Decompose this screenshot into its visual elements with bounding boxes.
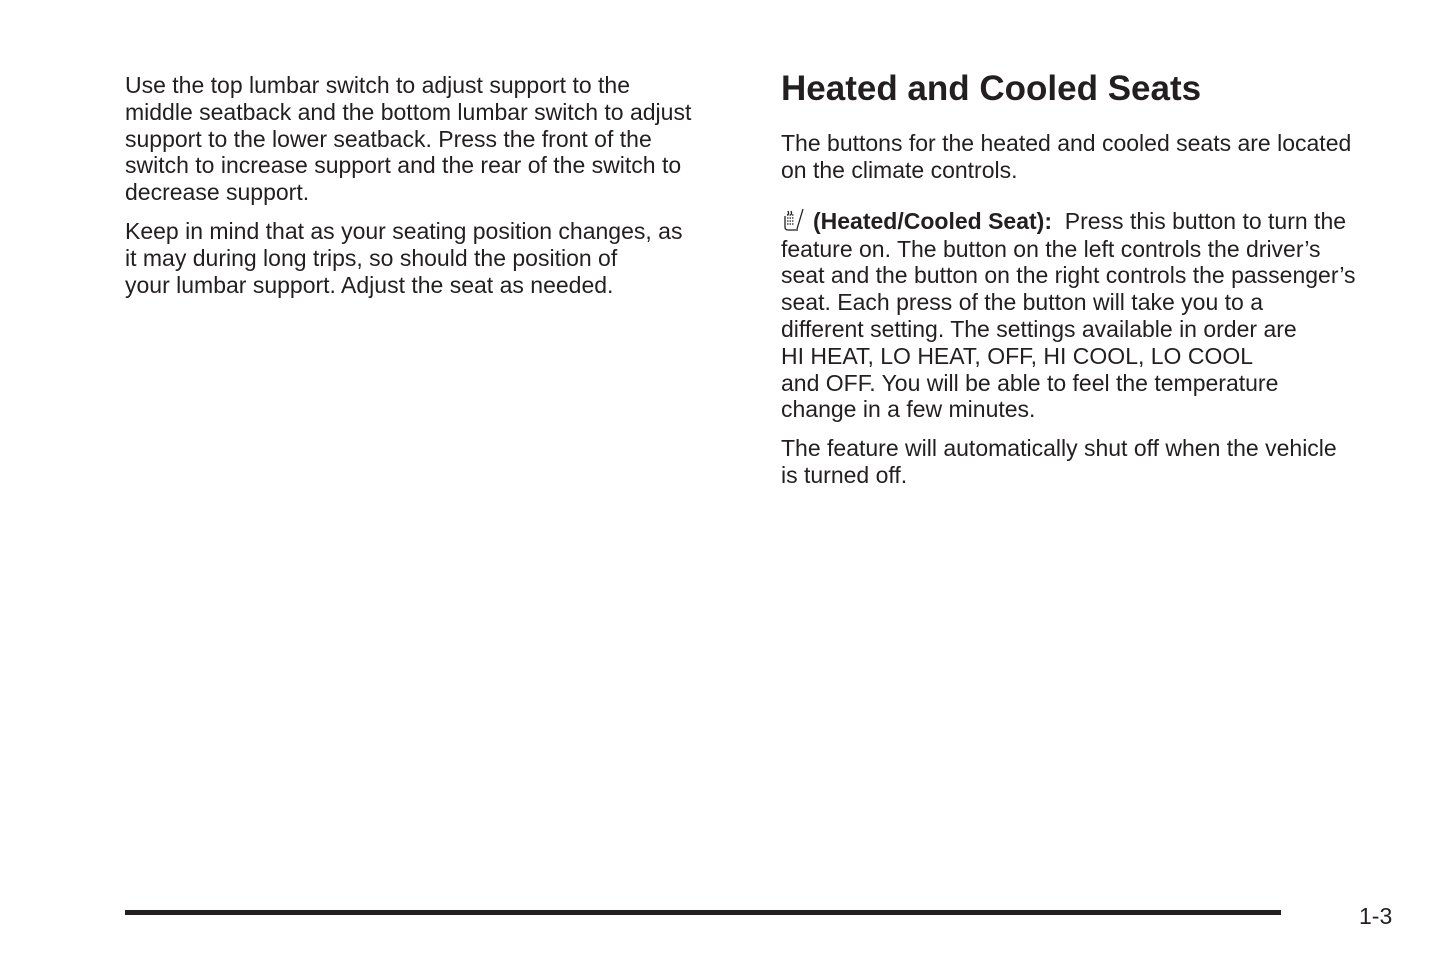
text-line: change in a few minutes. [781, 396, 1036, 423]
text-line: Press this button to turn the [1064, 207, 1347, 234]
text-line: seat and the button on the right controls the passenger’s [781, 262, 1356, 289]
text-line: it may during long trips, so should the position of [125, 244, 618, 271]
text-line: The buttons for the heated and cooled seats are located [781, 130, 1352, 156]
text-line: support to the lower seatback. Press the front of the [125, 125, 652, 152]
section-heading: Heated and Cooled Seats [781, 69, 1202, 108]
auto-shutoff-paragraph [781, 435, 1356, 489]
text-line: your lumbar support. Adjust the seat as needed. [125, 271, 614, 298]
intro-paragraph [781, 130, 1356, 184]
text-line: Use the top lumbar switch to adjust support to the [125, 72, 630, 98]
left-column [125, 72, 691, 310]
page-number: 1-3 [1359, 903, 1393, 929]
first-line [781, 206, 1356, 236]
lumbar-paragraph [125, 72, 691, 206]
heated-cooled-seat-paragraph [781, 206, 1356, 424]
text-line: HI HEAT, LO HEAT, OFF, HI COOL, LO COOL [781, 342, 1254, 369]
footer-rule [125, 910, 1281, 915]
heated-cooled-seat-icon [781, 207, 805, 233]
text-line: Keep in mind that as your seating position changes, as [125, 217, 683, 244]
text-line: different setting. The settings available in order are [781, 315, 1297, 342]
text-line: decrease support. [125, 179, 310, 206]
text-line: on the climate controls. [781, 156, 1018, 183]
text-line: switch to increase support and the rear of the switch to [125, 152, 682, 179]
feature-label: (Heated/Cooled Seat): [813, 207, 1052, 234]
seating-position-paragraph [125, 218, 691, 298]
text-line: and OFF. You will be able to feel the temperature [781, 369, 1279, 396]
text-line: middle seatback and the bottom lumbar switch to adjust [125, 98, 692, 125]
right-column [781, 68, 1356, 501]
text-line: is turned off. [781, 461, 908, 488]
text-line: seat. Each press of the button will take you to a [781, 289, 1264, 316]
text-line: The feature will automatically shut off when the vehicle [781, 435, 1337, 462]
text-line: feature on. The button on the left controls the driver’s [781, 235, 1321, 262]
